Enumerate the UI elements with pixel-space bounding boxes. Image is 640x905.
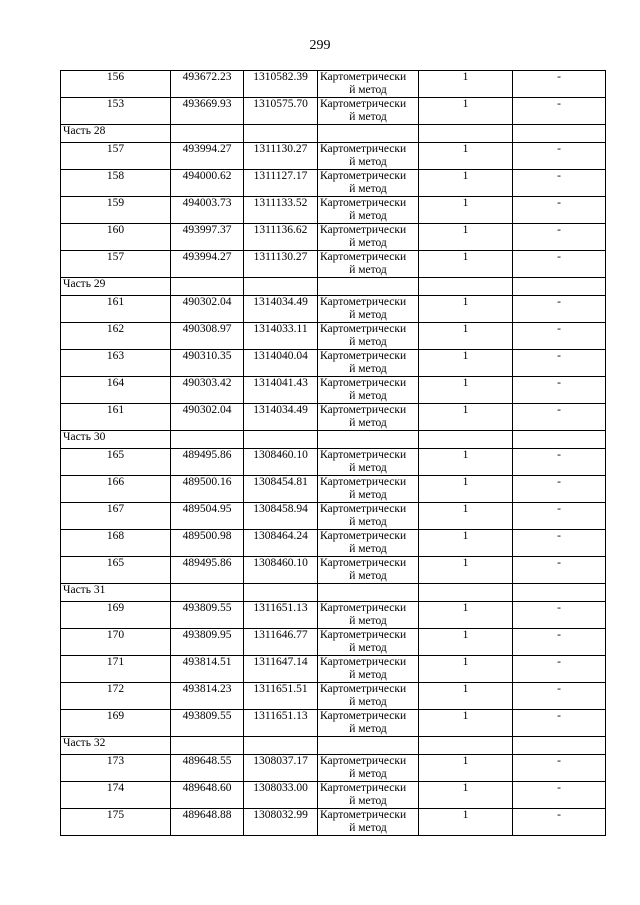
table-row [61, 476, 606, 503]
note-cell: - [513, 809, 606, 836]
accuracy-cell: 1 [419, 503, 513, 530]
table-row [61, 629, 606, 656]
x-coordinate-cell: 490303.42 [171, 377, 244, 404]
method-text-line2: й метод [349, 237, 387, 249]
method-text-line1: Картометрически [320, 143, 407, 155]
point-number-cell: 167 [61, 503, 171, 530]
x-coordinate-cell: 490302.04 [171, 404, 244, 431]
y-coordinate-cell: 1308460.10 [244, 557, 318, 584]
note-cell: - [513, 251, 606, 278]
method-cell [318, 350, 419, 377]
method-cell [318, 503, 419, 530]
empty-cell [419, 125, 513, 143]
note-cell: - [513, 683, 606, 710]
method-cell [318, 98, 419, 125]
y-coordinate-cell: 1314041.43 [244, 377, 318, 404]
method-text-line1: Картометрически [320, 782, 407, 794]
accuracy-cell: 1 [419, 224, 513, 251]
empty-cell [318, 584, 419, 602]
note-cell: - [513, 98, 606, 125]
method-text-line2: й метод [349, 309, 387, 321]
note-cell: - [513, 449, 606, 476]
x-coordinate-cell: 494000.62 [171, 170, 244, 197]
empty-cell [244, 125, 318, 143]
y-coordinate-cell: 1311133.52 [244, 197, 318, 224]
accuracy-cell: 1 [419, 755, 513, 782]
empty-cell [318, 125, 419, 143]
method-text-line1: Картометрически [320, 629, 407, 641]
empty-cell [419, 431, 513, 449]
method-text-line1: Картометрически [320, 476, 407, 488]
x-coordinate-cell: 493814.23 [171, 683, 244, 710]
note-cell: - [513, 224, 606, 251]
point-number-cell: 172 [61, 683, 171, 710]
method-text-line2: й метод [349, 516, 387, 528]
table-row [61, 296, 606, 323]
part-header-row [61, 278, 606, 296]
table-body [61, 71, 606, 836]
table-row [61, 323, 606, 350]
empty-cell [171, 431, 244, 449]
empty-cell [171, 125, 244, 143]
note-cell: - [513, 197, 606, 224]
note-cell: - [513, 404, 606, 431]
accuracy-cell: 1 [419, 557, 513, 584]
empty-cell [244, 431, 318, 449]
method-cell [318, 377, 419, 404]
note-cell: - [513, 755, 606, 782]
y-coordinate-cell: 1308464.24 [244, 530, 318, 557]
point-number-cell: 160 [61, 224, 171, 251]
part-label-cell: Часть 30 [61, 431, 171, 449]
coordinates-table [60, 70, 606, 836]
accuracy-cell: 1 [419, 602, 513, 629]
x-coordinate-cell: 490308.97 [171, 323, 244, 350]
method-text-line1: Картометрически [320, 530, 407, 542]
method-text-line2: й метод [349, 543, 387, 555]
accuracy-cell: 1 [419, 476, 513, 503]
point-number-cell: 165 [61, 449, 171, 476]
y-coordinate-cell: 1310582.39 [244, 71, 318, 98]
note-cell: - [513, 476, 606, 503]
method-cell [318, 683, 419, 710]
method-text-line2: й метод [349, 264, 387, 276]
note-cell: - [513, 656, 606, 683]
accuracy-cell: 1 [419, 197, 513, 224]
method-text-line2: й метод [349, 111, 387, 123]
point-number-cell: 164 [61, 377, 171, 404]
method-cell [318, 170, 419, 197]
method-cell [318, 251, 419, 278]
y-coordinate-cell: 1311136.62 [244, 224, 318, 251]
method-text-line2: й метод [349, 363, 387, 375]
method-text-line2: й метод [349, 696, 387, 708]
method-text-line2: й метод [349, 84, 387, 96]
method-cell [318, 602, 419, 629]
note-cell: - [513, 710, 606, 737]
method-text-line1: Картометрически [320, 755, 407, 767]
method-cell [318, 71, 419, 98]
part-header-row [61, 431, 606, 449]
accuracy-cell: 1 [419, 809, 513, 836]
empty-cell [318, 737, 419, 755]
table-row [61, 710, 606, 737]
empty-cell [244, 278, 318, 296]
method-cell [318, 404, 419, 431]
table-row [61, 557, 606, 584]
accuracy-cell: 1 [419, 323, 513, 350]
note-cell: - [513, 782, 606, 809]
point-number-cell: 158 [61, 170, 171, 197]
y-coordinate-cell: 1311651.13 [244, 710, 318, 737]
method-text-line2: й метод [349, 615, 387, 627]
point-number-cell: 175 [61, 809, 171, 836]
point-number-cell: 168 [61, 530, 171, 557]
y-coordinate-cell: 1308454.81 [244, 476, 318, 503]
method-text-line2: й метод [349, 768, 387, 780]
method-text-line1: Картометрически [320, 377, 407, 389]
method-text-line2: й метод [349, 489, 387, 501]
part-header-row [61, 125, 606, 143]
x-coordinate-cell: 489648.60 [171, 782, 244, 809]
x-coordinate-cell: 489504.95 [171, 503, 244, 530]
y-coordinate-cell: 1311651.51 [244, 683, 318, 710]
note-cell: - [513, 71, 606, 98]
empty-cell [318, 431, 419, 449]
accuracy-cell: 1 [419, 710, 513, 737]
method-text-line1: Картометрически [320, 656, 407, 668]
method-text-line1: Картометрически [320, 809, 407, 821]
part-label-cell: Часть 28 [61, 125, 171, 143]
method-text-line1: Картометрически [320, 683, 407, 695]
empty-cell [513, 125, 606, 143]
table-row [61, 251, 606, 278]
y-coordinate-cell: 1308458.94 [244, 503, 318, 530]
empty-cell [513, 278, 606, 296]
point-number-cell: 157 [61, 143, 171, 170]
empty-cell [419, 737, 513, 755]
note-cell: - [513, 323, 606, 350]
accuracy-cell: 1 [419, 530, 513, 557]
empty-cell [318, 278, 419, 296]
method-text-line2: й метод [349, 417, 387, 429]
x-coordinate-cell: 493994.27 [171, 251, 244, 278]
empty-cell [171, 584, 244, 602]
table-row [61, 782, 606, 809]
method-text-line2: й метод [349, 570, 387, 582]
method-text-line1: Картометрически [320, 170, 407, 182]
y-coordinate-cell: 1311130.27 [244, 143, 318, 170]
point-number-cell: 169 [61, 602, 171, 629]
x-coordinate-cell: 493997.37 [171, 224, 244, 251]
x-coordinate-cell: 493809.95 [171, 629, 244, 656]
empty-cell [244, 737, 318, 755]
x-coordinate-cell: 493809.55 [171, 710, 244, 737]
method-text-line1: Картометрически [320, 710, 407, 722]
table-row [61, 602, 606, 629]
point-number-cell: 166 [61, 476, 171, 503]
method-text-line1: Картометрически [320, 98, 407, 110]
table-row [61, 224, 606, 251]
method-text-line2: й метод [349, 390, 387, 402]
x-coordinate-cell: 493994.27 [171, 143, 244, 170]
method-text-line1: Картометрически [320, 404, 407, 416]
method-text-line1: Картометрически [320, 197, 407, 209]
method-cell [318, 656, 419, 683]
table-row [61, 683, 606, 710]
method-text-line1: Картометрически [320, 296, 407, 308]
method-cell [318, 197, 419, 224]
point-number-cell: 171 [61, 656, 171, 683]
table-row [61, 530, 606, 557]
note-cell: - [513, 377, 606, 404]
method-cell [318, 296, 419, 323]
table-row [61, 143, 606, 170]
table-row [61, 755, 606, 782]
y-coordinate-cell: 1308037.17 [244, 755, 318, 782]
method-cell [318, 710, 419, 737]
note-cell: - [513, 350, 606, 377]
method-cell [318, 809, 419, 836]
method-text-line2: й метод [349, 183, 387, 195]
x-coordinate-cell: 494003.73 [171, 197, 244, 224]
x-coordinate-cell: 493669.93 [171, 98, 244, 125]
accuracy-cell: 1 [419, 350, 513, 377]
x-coordinate-cell: 493672.23 [171, 71, 244, 98]
point-number-cell: 162 [61, 323, 171, 350]
point-number-cell: 159 [61, 197, 171, 224]
part-label-cell: Часть 32 [61, 737, 171, 755]
method-text-line2: й метод [349, 156, 387, 168]
table-row [61, 656, 606, 683]
table-row [61, 449, 606, 476]
method-text-line1: Картометрически [320, 71, 407, 83]
note-cell: - [513, 557, 606, 584]
x-coordinate-cell: 489495.86 [171, 449, 244, 476]
method-cell [318, 755, 419, 782]
point-number-cell: 157 [61, 251, 171, 278]
method-cell [318, 476, 419, 503]
table-row [61, 170, 606, 197]
note-cell: - [513, 629, 606, 656]
y-coordinate-cell: 1311646.77 [244, 629, 318, 656]
accuracy-cell: 1 [419, 98, 513, 125]
method-text-line2: й метод [349, 723, 387, 735]
accuracy-cell: 1 [419, 629, 513, 656]
empty-cell [513, 431, 606, 449]
point-number-cell: 174 [61, 782, 171, 809]
accuracy-cell: 1 [419, 656, 513, 683]
table-row [61, 503, 606, 530]
x-coordinate-cell: 489648.88 [171, 809, 244, 836]
accuracy-cell: 1 [419, 377, 513, 404]
table-row [61, 377, 606, 404]
note-cell: - [513, 503, 606, 530]
accuracy-cell: 1 [419, 404, 513, 431]
empty-cell [513, 584, 606, 602]
note-cell: - [513, 530, 606, 557]
note-cell: - [513, 602, 606, 629]
x-coordinate-cell: 493809.55 [171, 602, 244, 629]
accuracy-cell: 1 [419, 143, 513, 170]
accuracy-cell: 1 [419, 71, 513, 98]
method-text-line1: Картометрически [320, 602, 407, 614]
table-row [61, 350, 606, 377]
method-cell [318, 782, 419, 809]
note-cell: - [513, 170, 606, 197]
table-row [61, 98, 606, 125]
method-text-line2: й метод [349, 210, 387, 222]
point-number-cell: 165 [61, 557, 171, 584]
table-row [61, 197, 606, 224]
empty-cell [171, 737, 244, 755]
point-number-cell: 163 [61, 350, 171, 377]
accuracy-cell: 1 [419, 170, 513, 197]
note-cell: - [513, 143, 606, 170]
table-row [61, 71, 606, 98]
accuracy-cell: 1 [419, 296, 513, 323]
point-number-cell: 169 [61, 710, 171, 737]
y-coordinate-cell: 1311651.13 [244, 602, 318, 629]
note-cell: - [513, 296, 606, 323]
method-text-line1: Картометрически [320, 224, 407, 236]
y-coordinate-cell: 1308033.00 [244, 782, 318, 809]
x-coordinate-cell: 490310.35 [171, 350, 244, 377]
x-coordinate-cell: 493814.51 [171, 656, 244, 683]
method-cell [318, 323, 419, 350]
empty-cell [171, 278, 244, 296]
y-coordinate-cell: 1308032.99 [244, 809, 318, 836]
x-coordinate-cell: 489648.55 [171, 755, 244, 782]
part-label-cell: Часть 31 [61, 584, 171, 602]
x-coordinate-cell: 490302.04 [171, 296, 244, 323]
point-number-cell: 161 [61, 296, 171, 323]
method-text-line2: й метод [349, 642, 387, 654]
y-coordinate-cell: 1310575.70 [244, 98, 318, 125]
method-text-line1: Картометрически [320, 449, 407, 461]
accuracy-cell: 1 [419, 251, 513, 278]
method-text-line1: Картометрически [320, 350, 407, 362]
y-coordinate-cell: 1311647.14 [244, 656, 318, 683]
y-coordinate-cell: 1314034.49 [244, 296, 318, 323]
empty-cell [513, 737, 606, 755]
x-coordinate-cell: 489500.16 [171, 476, 244, 503]
method-cell [318, 629, 419, 656]
method-text-line2: й метод [349, 336, 387, 348]
page-number: 299 [309, 38, 331, 53]
method-text-line1: Картометрически [320, 503, 407, 515]
accuracy-cell: 1 [419, 683, 513, 710]
y-coordinate-cell: 1308460.10 [244, 449, 318, 476]
method-text-line1: Картометрически [320, 323, 407, 335]
method-cell [318, 449, 419, 476]
empty-cell [419, 584, 513, 602]
method-cell [318, 143, 419, 170]
method-cell [318, 530, 419, 557]
method-text-line1: Картометрически [320, 557, 407, 569]
part-label-cell: Часть 29 [61, 278, 171, 296]
accuracy-cell: 1 [419, 449, 513, 476]
method-text-line2: й метод [349, 669, 387, 681]
method-text-line2: й метод [349, 822, 387, 834]
y-coordinate-cell: 1314034.49 [244, 404, 318, 431]
method-text-line1: Картометрически [320, 251, 407, 263]
method-cell [318, 224, 419, 251]
point-number-cell: 153 [61, 98, 171, 125]
accuracy-cell: 1 [419, 782, 513, 809]
point-number-cell: 170 [61, 629, 171, 656]
x-coordinate-cell: 489500.98 [171, 530, 244, 557]
point-number-cell: 156 [61, 71, 171, 98]
method-text-line2: й метод [349, 795, 387, 807]
part-header-row [61, 584, 606, 602]
table-row [61, 809, 606, 836]
y-coordinate-cell: 1314040.04 [244, 350, 318, 377]
point-number-cell: 173 [61, 755, 171, 782]
method-text-line2: й метод [349, 462, 387, 474]
table-row [61, 404, 606, 431]
part-header-row [61, 737, 606, 755]
empty-cell [419, 278, 513, 296]
method-cell [318, 557, 419, 584]
x-coordinate-cell: 489495.86 [171, 557, 244, 584]
y-coordinate-cell: 1314033.11 [244, 323, 318, 350]
empty-cell [244, 584, 318, 602]
y-coordinate-cell: 1311130.27 [244, 251, 318, 278]
point-number-cell: 161 [61, 404, 171, 431]
y-coordinate-cell: 1311127.17 [244, 170, 318, 197]
